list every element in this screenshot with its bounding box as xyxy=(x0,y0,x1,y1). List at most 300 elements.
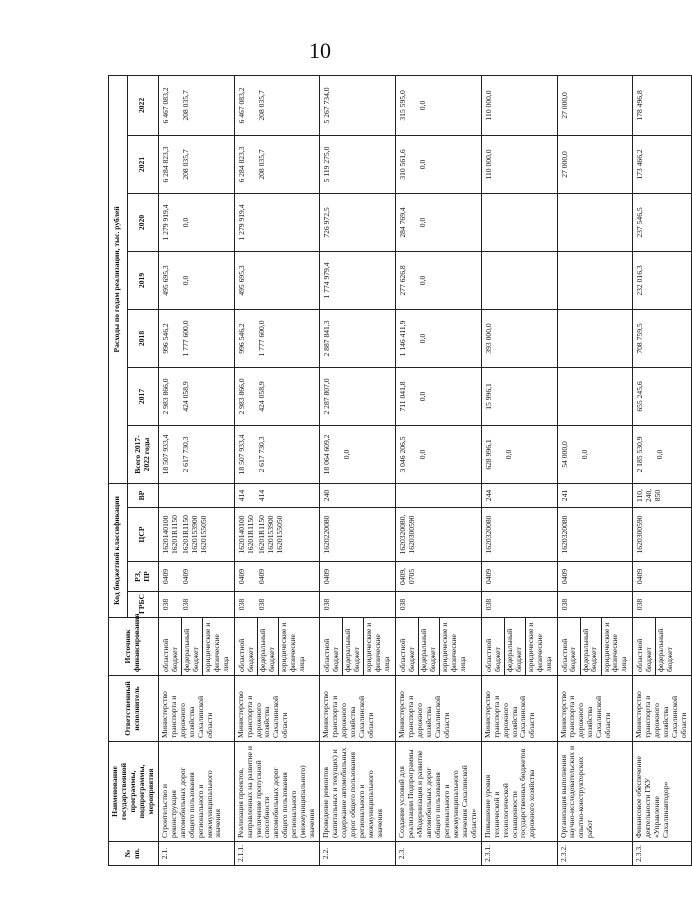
y2018-value xyxy=(438,310,458,367)
funding-source-line: областной бюджет xyxy=(161,618,182,675)
row-y2018-cell xyxy=(158,309,234,367)
y2019-value: 277 626,8 xyxy=(398,265,408,296)
row-responsible: Министерство транспорта и дорожного хозяйства Сахалинской области xyxy=(320,676,396,742)
table-row xyxy=(320,75,396,865)
rzpr-value: 0409 xyxy=(236,568,246,585)
row-y2020-cell xyxy=(320,193,396,251)
header-no: № пп. xyxy=(109,842,159,866)
row-y2019-cell xyxy=(320,251,396,309)
y2018-value: 1 146 411,9 xyxy=(398,320,408,357)
funding-source-line: юридические и физические лица xyxy=(440,622,467,672)
row-number: 2.3. xyxy=(396,842,482,866)
y2017-value: 424 058,9 xyxy=(256,381,266,412)
y2022-value xyxy=(438,76,458,135)
y2019-value: 0,0 xyxy=(418,275,428,286)
rzpr-value: 0409 xyxy=(483,568,493,585)
grbs-value xyxy=(438,592,458,617)
y2022-value: 0,0 xyxy=(418,100,428,111)
table-row xyxy=(158,75,234,865)
y2020-value xyxy=(600,194,620,251)
row-y2018-cell xyxy=(633,309,692,367)
y2018-value xyxy=(580,310,600,367)
funding-source-line: юридические и физические лица xyxy=(525,622,553,672)
y2022-value: 110 000,0 xyxy=(483,90,493,121)
funding-source-line: федеральный бюджет xyxy=(419,618,440,675)
row-y2021-cell xyxy=(633,135,692,193)
y2018-value: 708 759,5 xyxy=(635,323,645,354)
grbs-value: 038 xyxy=(322,598,332,611)
y2019-value xyxy=(484,252,504,309)
header-grbs: ГРБС xyxy=(127,592,158,618)
y2022-value xyxy=(362,76,382,135)
row-y2018-cell xyxy=(320,309,396,367)
grbs-value: 038 xyxy=(483,598,493,611)
y2020-value xyxy=(655,194,675,251)
vr-value: 414 xyxy=(256,489,266,502)
total-value: 2 617 730,3 xyxy=(256,436,266,473)
y2021-value: 110 000,0 xyxy=(483,149,493,180)
row-responsible: Министерство транспорта и дорожного хозяйства Сахалинской области xyxy=(633,676,692,742)
y2018-value xyxy=(655,310,675,367)
rzpr-value xyxy=(418,562,438,591)
total-value xyxy=(524,426,544,483)
header-costs-group: Расходы по годам реализации, тыс. рублей xyxy=(109,75,128,483)
y2020-value xyxy=(342,194,362,251)
vr-value xyxy=(362,484,382,507)
row-total-cell xyxy=(158,425,234,483)
y2020-value: 1 279 919,4 xyxy=(236,204,246,241)
total-value: 0,0 xyxy=(342,449,352,460)
header-funding-source: Источник финансирования xyxy=(109,618,159,676)
row-y2020-cell xyxy=(633,193,692,251)
row-program-name: Строительство и реконструкция автомобильных дорог общего пользования регионального и межмуниципального значения xyxy=(158,742,234,842)
row-y2020-cell xyxy=(481,193,557,251)
y2020-value xyxy=(362,194,382,251)
header-year-2022: 2022 xyxy=(127,75,158,135)
y2022-value: 5 267 734,0 xyxy=(322,87,332,124)
grbs-value: 038 xyxy=(180,598,190,611)
row-y2017-cell xyxy=(158,367,234,425)
y2021-value: 208 035,7 xyxy=(256,149,266,180)
funding-source-line: областной бюджет xyxy=(484,618,505,675)
y2018-value xyxy=(560,310,580,367)
total-value: 54 000,0 xyxy=(559,441,569,468)
y2022-value: 208 035,7 xyxy=(180,90,190,121)
rzpr-value xyxy=(504,562,524,591)
row-funding-sources xyxy=(481,618,557,676)
total-value xyxy=(362,426,382,483)
y2020-value xyxy=(484,194,504,251)
csr-value: 16201R1150 1620153900 1620155050 xyxy=(256,515,284,554)
row-y2017-cell xyxy=(557,367,633,425)
y2018-value: 2 887 841,3 xyxy=(322,320,332,357)
grbs-value xyxy=(342,592,362,617)
row-program-name: Создание условий для реализации Подпрограммы «Модернизация и развитие автомобильных дорог общего пользования регионального и межмуниципального значения Сахалинской области» xyxy=(396,742,482,842)
row-responsible: Министерство транспорта и дорожного хозяйства Сахалинской области xyxy=(158,676,234,742)
rzpr-value: 0409 xyxy=(322,568,332,585)
y2022-value: 208 035,7 xyxy=(256,90,266,121)
y2020-value xyxy=(201,194,221,251)
y2017-value xyxy=(362,368,382,425)
y2018-value xyxy=(362,310,382,367)
y2020-value xyxy=(438,194,458,251)
header-csr: ЦСР xyxy=(127,508,158,562)
y2018-value: 0,0 xyxy=(418,333,428,344)
row-responsible: Министерство транспорта и дорожного хозяйства Сахалинской области xyxy=(396,676,482,742)
table-row xyxy=(234,75,320,865)
row-number: 2.3.1. xyxy=(481,842,557,866)
row-program-name: Повышение уровня технической и технологической оснащенности государственных бюджетов дорожного хозяйства xyxy=(481,742,557,842)
row-y2020-cell xyxy=(234,193,320,251)
y2021-value xyxy=(277,136,297,193)
y2021-value xyxy=(342,136,362,193)
total-value: 18 064 609,2 xyxy=(322,434,332,475)
vr-value xyxy=(580,484,600,507)
csr-value xyxy=(342,508,362,561)
y2017-value: 2 983 866,0 xyxy=(160,378,170,415)
csr-value: 1620300590 xyxy=(635,515,645,554)
rzpr-value: 0409 xyxy=(180,568,190,585)
row-vr-cell xyxy=(633,483,692,507)
funding-source-line: федеральный бюджет xyxy=(656,628,675,672)
row-y2021-cell xyxy=(158,135,234,193)
row-funding-sources xyxy=(158,618,234,676)
y2017-value xyxy=(560,368,580,425)
total-value xyxy=(600,426,620,483)
rzpr-value xyxy=(655,562,675,591)
y2017-value xyxy=(438,368,458,425)
row-number: 2.2. xyxy=(320,842,396,866)
row-csr-cell xyxy=(396,508,482,562)
header-vr: ВР xyxy=(127,483,158,507)
row-rzpr-cell xyxy=(633,562,692,592)
row-y2019-cell xyxy=(158,251,234,309)
total-value: 0,0 xyxy=(418,449,428,460)
vr-value xyxy=(600,484,620,507)
row-grbs-cell xyxy=(234,592,320,618)
row-vr-cell xyxy=(158,483,234,507)
y2017-value: 2 983 866,0 xyxy=(236,378,246,415)
y2018-value: 1 777 600,0 xyxy=(256,320,266,357)
grbs-value xyxy=(418,592,438,617)
rzpr-value xyxy=(438,562,458,591)
row-y2021-cell xyxy=(557,135,633,193)
header-year-2019: 2019 xyxy=(127,251,158,309)
vr-value: 110, 240, 850 xyxy=(635,488,663,503)
y2022-value xyxy=(524,76,544,135)
row-grbs-cell xyxy=(557,592,633,618)
rzpr-value xyxy=(362,562,382,591)
csr-value: 16201R1150 1620153900 1620155050 xyxy=(180,515,208,554)
y2018-value: 1 777 600,0 xyxy=(180,320,190,357)
row-responsible: Министерство транспорта и дорожного хозяйства Сахалинской области xyxy=(481,676,557,742)
vr-value: 240 xyxy=(322,489,332,502)
row-total-cell xyxy=(633,425,692,483)
csr-value xyxy=(504,508,524,561)
y2018-value xyxy=(600,310,620,367)
row-y2022-cell xyxy=(396,75,482,135)
row-grbs-cell xyxy=(158,592,234,618)
total-value: 18 507 933,4 xyxy=(160,434,170,475)
csr-value xyxy=(210,508,230,561)
row-grbs-cell xyxy=(320,592,396,618)
y2018-value xyxy=(524,310,544,367)
table-row xyxy=(557,75,633,865)
rzpr-value xyxy=(201,562,221,591)
y2020-value xyxy=(504,194,524,251)
row-y2021-cell xyxy=(320,135,396,193)
y2019-value xyxy=(580,252,600,309)
row-y2022-cell xyxy=(234,75,320,135)
row-rzpr-cell xyxy=(557,562,633,592)
y2019-value xyxy=(504,252,524,309)
grbs-value: 038 xyxy=(635,598,645,611)
total-value: 2 185 530,9 xyxy=(635,436,645,473)
row-number: 2.1. xyxy=(158,842,234,866)
csr-value xyxy=(362,508,382,561)
vr-value xyxy=(524,484,544,507)
row-total-cell xyxy=(557,425,633,483)
row-y2022-cell xyxy=(158,75,234,135)
vr-value xyxy=(181,484,201,507)
funding-source-line: федеральный бюджет xyxy=(182,618,203,675)
grbs-value: 038 xyxy=(256,598,266,611)
y2022-value: 178 496,8 xyxy=(635,90,645,121)
rzpr-value xyxy=(342,562,362,591)
grbs-value xyxy=(524,592,544,617)
csr-value: 1620140100 16201R1150 xyxy=(160,515,179,554)
grbs-value: 038 xyxy=(398,598,408,611)
table-row xyxy=(396,75,482,865)
y2022-value: 315 595,0 xyxy=(398,90,408,121)
header-rzpr: РЗ, ПР xyxy=(127,562,158,592)
y2020-value: 0,0 xyxy=(418,217,428,228)
row-program-name: Организация выполнения научно-исследовательских и опытно-конструкторских работ xyxy=(557,742,633,842)
y2021-value xyxy=(600,136,620,193)
grbs-value: 038 xyxy=(559,598,569,611)
row-y2017-cell xyxy=(481,367,557,425)
funding-source-line: федеральный бюджет xyxy=(343,618,364,675)
row-y2020-cell xyxy=(396,193,482,251)
csr-value: 1620140100 16201R1150 xyxy=(236,515,255,554)
y2017-value xyxy=(504,368,524,425)
total-value: 2 617 730,3 xyxy=(180,436,190,473)
y2021-value: 27 000,0 xyxy=(559,151,569,178)
y2021-value xyxy=(655,136,675,193)
y2017-value: 2 287 807,0 xyxy=(322,378,332,415)
y2020-value: 284 769,4 xyxy=(398,207,408,238)
row-y2019-cell xyxy=(234,251,320,309)
row-csr-cell xyxy=(633,508,692,562)
funding-source-line: юридические и физические лица xyxy=(278,622,306,672)
y2021-value: 208 035,7 xyxy=(180,149,190,180)
header-year-2021: 2021 xyxy=(127,135,158,193)
vr-value: 241 xyxy=(559,489,569,502)
row-vr-cell xyxy=(320,483,396,507)
y2020-value xyxy=(560,194,580,251)
row-vr-cell xyxy=(396,483,482,507)
y2021-value xyxy=(438,136,458,193)
vr-value: 414 xyxy=(236,489,246,502)
rzpr-value: 0409 xyxy=(635,568,645,585)
funding-source-line: федеральный бюджет xyxy=(505,618,526,675)
y2018-value xyxy=(504,310,524,367)
y2017-value: 15 996,1 xyxy=(483,383,493,410)
csr-value xyxy=(524,508,544,561)
y2017-value xyxy=(655,368,675,425)
row-grbs-cell xyxy=(633,592,692,618)
row-y2021-cell xyxy=(481,135,557,193)
funding-source-line: федеральный бюджет xyxy=(581,618,602,675)
vr-value xyxy=(398,484,418,507)
total-value: 0,0 xyxy=(579,449,589,460)
y2018-value xyxy=(277,310,297,367)
row-rzpr-cell xyxy=(158,562,234,592)
y2017-value: 424 058,9 xyxy=(180,381,190,412)
y2019-value xyxy=(277,252,297,309)
row-y2017-cell xyxy=(633,367,692,425)
rzpr-value xyxy=(600,562,620,591)
y2021-value: 6 284 823,3 xyxy=(160,146,170,183)
header-total: Всего 2017-2022 годы xyxy=(127,425,158,483)
row-grbs-cell xyxy=(396,592,482,618)
y2022-value xyxy=(655,76,675,135)
vr-value: 244 xyxy=(483,489,493,502)
y2017-value xyxy=(580,368,600,425)
row-vr-cell xyxy=(481,483,557,507)
rzpr-value: 0409 xyxy=(256,568,266,585)
y2017-value xyxy=(524,368,544,425)
y2022-value xyxy=(201,76,221,135)
program-budget-table xyxy=(108,75,692,866)
row-y2019-cell xyxy=(633,251,692,309)
row-rzpr-cell xyxy=(481,562,557,592)
rzpr-value: 0409 xyxy=(559,568,569,585)
row-y2021-cell xyxy=(234,135,320,193)
csr-value xyxy=(655,508,675,561)
row-y2022-cell xyxy=(481,75,557,135)
header-program-name: Наименование государственной программы, подпрограммы, мероприятия xyxy=(109,742,159,842)
grbs-value xyxy=(580,592,600,617)
row-grbs-cell xyxy=(481,592,557,618)
y2018-value: 393 000,0 xyxy=(483,323,493,354)
row-y2017-cell xyxy=(396,367,482,425)
y2018-value xyxy=(342,310,362,367)
row-y2020-cell xyxy=(158,193,234,251)
table-row xyxy=(633,75,692,865)
total-value: 628 996,1 xyxy=(483,439,493,470)
y2021-value xyxy=(362,136,382,193)
y2022-value xyxy=(580,76,600,135)
csr-value: 1620320080 xyxy=(559,515,569,554)
funding-source-line: федеральный бюджет xyxy=(258,618,279,675)
csr-value xyxy=(438,508,458,561)
y2020-value: 0,0 xyxy=(180,217,190,228)
row-vr-cell xyxy=(234,483,320,507)
y2019-value xyxy=(201,252,221,309)
y2020-value: 237 546,5 xyxy=(635,207,645,238)
y2018-value: 996 546,2 xyxy=(160,323,170,354)
row-y2018-cell xyxy=(481,309,557,367)
y2022-value: 27 000,0 xyxy=(559,92,569,119)
y2017-value xyxy=(201,368,221,425)
grbs-value xyxy=(504,592,524,617)
vr-value xyxy=(664,484,684,507)
vr-value xyxy=(504,484,524,507)
funding-source-line: областной бюджет xyxy=(635,618,656,675)
y2019-value xyxy=(362,252,382,309)
y2019-value: 495 695,3 xyxy=(160,265,170,296)
y2019-value xyxy=(257,252,277,309)
y2021-value: 5 119 275,0 xyxy=(322,146,332,183)
y2019-value xyxy=(524,252,544,309)
row-csr-cell xyxy=(557,508,633,562)
y2020-value: 726 972,5 xyxy=(322,207,332,238)
y2021-value: 173 466,2 xyxy=(635,149,645,180)
header-year-2017: 2017 xyxy=(127,367,158,425)
y2019-value: 232 016,3 xyxy=(635,265,645,296)
y2017-value xyxy=(277,368,297,425)
funding-source-line: юридические и физические лица xyxy=(202,622,230,672)
vr-value xyxy=(161,484,181,507)
page-number: 10 xyxy=(309,38,331,63)
row-y2018-cell xyxy=(557,309,633,367)
row-rzpr-cell xyxy=(320,562,396,592)
y2019-value: 495 695,3 xyxy=(236,265,246,296)
header-budget-code-group: Код бюджетной классификации xyxy=(109,483,128,617)
y2020-value xyxy=(257,194,277,251)
row-responsible: Министерство транспорта и дорожного хозяйства Сахалинской области xyxy=(557,676,633,742)
row-vr-cell xyxy=(557,483,633,507)
y2017-value: 711 041,8 xyxy=(398,381,408,412)
row-program-name: Реализация проектов, направленных на развитие и увеличение пропускной способности автомобильных дорог общего пользования регионального (межмуниципального) значения xyxy=(234,742,320,842)
vr-value xyxy=(277,484,297,507)
header-year-2018: 2018 xyxy=(127,309,158,367)
row-program-name: Проведение ремонтов (капитальных и текущих) и содержание автомобильных дорог общего пользования регионального и межмуниципального значения xyxy=(320,742,396,842)
rotated-table-wrapper xyxy=(108,76,689,866)
row-funding-sources xyxy=(396,618,482,676)
rzpr-value xyxy=(524,562,544,591)
row-y2018-cell xyxy=(396,309,482,367)
y2020-value xyxy=(524,194,544,251)
y2019-value xyxy=(560,252,580,309)
y2020-value: 1 279 919,4 xyxy=(160,204,170,241)
vr-value xyxy=(418,484,438,507)
row-number: 2.1.1. xyxy=(234,842,320,866)
grbs-value xyxy=(277,592,297,617)
total-value: 3 046 206,5 xyxy=(398,436,408,473)
y2019-value xyxy=(600,252,620,309)
y2021-value xyxy=(201,136,221,193)
row-csr-cell xyxy=(158,508,234,562)
y2018-value: 996 546,2 xyxy=(236,323,246,354)
header-responsible: Ответственный исполнитель xyxy=(109,676,159,742)
y2017-value xyxy=(342,368,362,425)
row-program-name: Финансовое обеспечение деятельности ГКУ «Управление Сахалинавтодор» xyxy=(633,742,692,842)
row-y2019-cell xyxy=(396,251,482,309)
y2022-value: 6 467 083,2 xyxy=(160,87,170,124)
y2022-value xyxy=(504,76,524,135)
table-body xyxy=(158,75,691,865)
funding-source-line: юридические и физические лица xyxy=(601,622,629,672)
y2019-value xyxy=(655,252,675,309)
rzpr-value xyxy=(580,562,600,591)
y2019-value xyxy=(438,252,458,309)
csr-value xyxy=(418,508,438,561)
grbs-value xyxy=(362,592,382,617)
vr-value xyxy=(438,484,458,507)
vr-value xyxy=(342,484,362,507)
